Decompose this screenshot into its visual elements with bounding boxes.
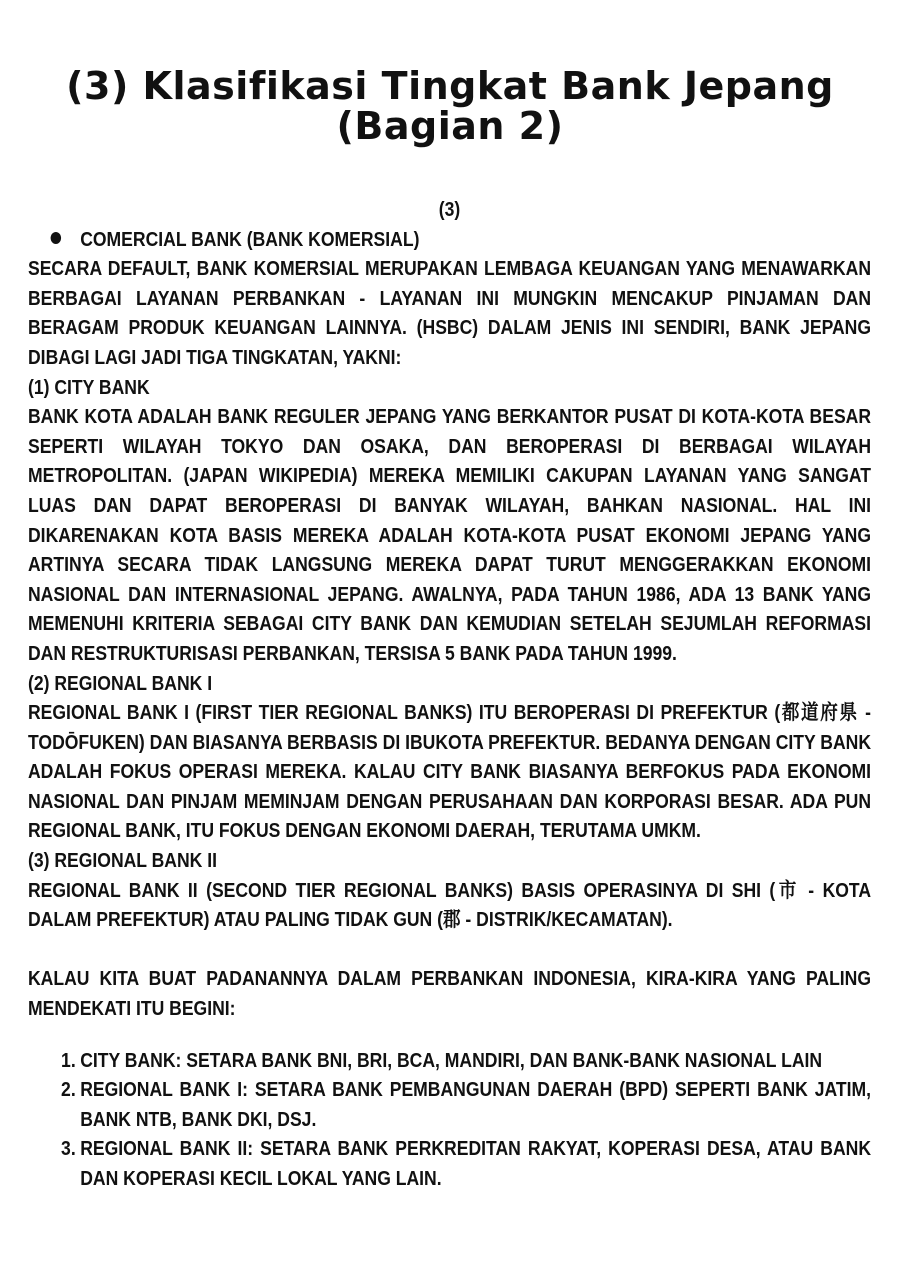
subsection-heading: (1) CITY BANK	[28, 376, 150, 399]
subsection-city-bank	[28, 374, 871, 670]
list-item	[28, 1076, 871, 1135]
list-text: CITY BANK: SETARA BANK BNI, BRI, BCA, MANDIRI, DAN BANK-BANK NASIONAL LAIN	[80, 1049, 823, 1072]
list-number: 2.	[61, 1079, 76, 1102]
intro-paragraph: SECARA DEFAULT, BANK KOMERSIAL MERUPAKAN LEMBAGA KEUANGAN YANG MENAWARKAN BERBAGAI LAYANAN PERBANKAN - LAYANAN INI MUNGKIN MENCAKUP PINJAMAN DAN BERAGAM PRODUK KEUANGAN LAINNYA. (HSBC) DALAM JENIS INI SENDIRI, BANK JEPANG DIBAGI LAGI JADI TIGA TINGKATAN, YAKNI:	[28, 258, 872, 369]
list-number: 1.	[61, 1049, 76, 1072]
document-body	[28, 196, 871, 1195]
spacer	[28, 936, 871, 966]
subsection-heading: (2) REGIONAL BANK I	[28, 672, 213, 695]
subsection-text: REGIONAL BANK I (FIRST TIER REGIONAL BANKS) ITU BEROPERASI DI PREFEKTUR (都道府県 - TODŌFUKEN) DAN BIASANYA BERBASIS DI IBUKOTA PREFEKTUR. BEDANYA DENGAN CITY BANK ADALAH FOKUS OPERASI MEREKA. KALAU CITY BANK BIASANYA BERFOKUS PADA EKONOMI NASIONAL DAN PINJAM MEMINJAM DENGAN PERUSAHAAN DAN KORPORASI BESAR. ADA PUN REGIONAL BANK, ITU FOKUS DENGAN EKONOMI DAERAH, TERUTAMA UMKM.	[28, 702, 872, 843]
page-title	[40, 66, 860, 146]
list-item	[28, 1135, 871, 1194]
list-number: 3.	[61, 1138, 76, 1161]
title-line-2: (Bagian 2)	[336, 104, 564, 148]
subsection-regional-bank-2	[28, 847, 871, 936]
subsection-text: BANK KOTA ADALAH BANK REGULER JEPANG YANG BERKANTOR PUSAT DI KOTA-KOTA BESAR SEPERTI WILAYAH TOKYO DAN OSAKA, DAN BEROPERASI DI BERBAGAI WILAYAH METROPOLITAN. (JAPAN WIKIPEDIA) MEREKA MEMILIKI CAKUPAN LAYANAN YANG SANGAT LUAS DAN DAPAT BEROPERASI DI BANYAK WILAYAH, BAHKAN NASIONAL. HAL INI DIKARENAKAN KOTA BASIS MEREKA ADALAH KOTA-KOTA PUSAT EKONOMI JEPANG YANG ARTINYA SECARA TIDAK LANGSUNG MEREKA DAPAT TURUT MENGGERAKKAN EKONOMI NASIONAL DAN INTERNASIONAL JEPANG. AWALNYA, PADA TAHUN 1986, ADA 13 BANK YANG MEMENUHI KRITERIA SEBAGAI CITY BANK DAN KEMUDIAN SETELAH SEJUMLAH REFORMASI DAN RESTRUKTURISASI PERBANKAN, TERSISA 5 BANK PADA TAHUN 1999.	[28, 406, 872, 665]
bullet-item	[28, 226, 871, 256]
subsection-heading: (3) REGIONAL BANK II	[28, 850, 217, 873]
list-text: REGIONAL BANK II: SETARA BANK PERKREDITAN RAKYAT, KOPERASI DESA, ATAU BANK DAN KOPERASI KECIL LOKAL YANG LAIN.	[80, 1138, 872, 1190]
comparison-intro: KALAU KITA BUAT PADANANNYA DALAM PERBANKAN INDONESIA, KIRA-KIRA YANG PALING MENDEKATI ITU BEGINI:	[28, 968, 872, 1021]
subsection-regional-bank-1	[28, 670, 871, 848]
list-item	[28, 1047, 871, 1077]
comparison-list	[28, 1047, 871, 1195]
title-line-1: (3) Klasifikasi Tingkat Bank Jepang	[66, 64, 834, 108]
bullet-icon	[51, 232, 61, 244]
spacer	[28, 1025, 871, 1047]
bullet-label: COMERCIAL BANK (BANK KOMERSIAL)	[80, 228, 420, 251]
list-text: REGIONAL BANK I: SETARA BANK PEMBANGUNAN DAERAH (BPD) SEPERTI BANK JATIM, BANK NTB, BANK DKI, DSJ.	[80, 1079, 872, 1131]
section-number: (3)	[438, 199, 461, 221]
subsection-text: REGIONAL BANK II (SECOND TIER REGIONAL BANKS) BASIS OPERASINYA DI SHI (市 - KOTA DALAM PREFEKTUR) ATAU PALING TIDAK GUN (郡 - DISTRIK/KECAMATAN).	[28, 879, 872, 932]
